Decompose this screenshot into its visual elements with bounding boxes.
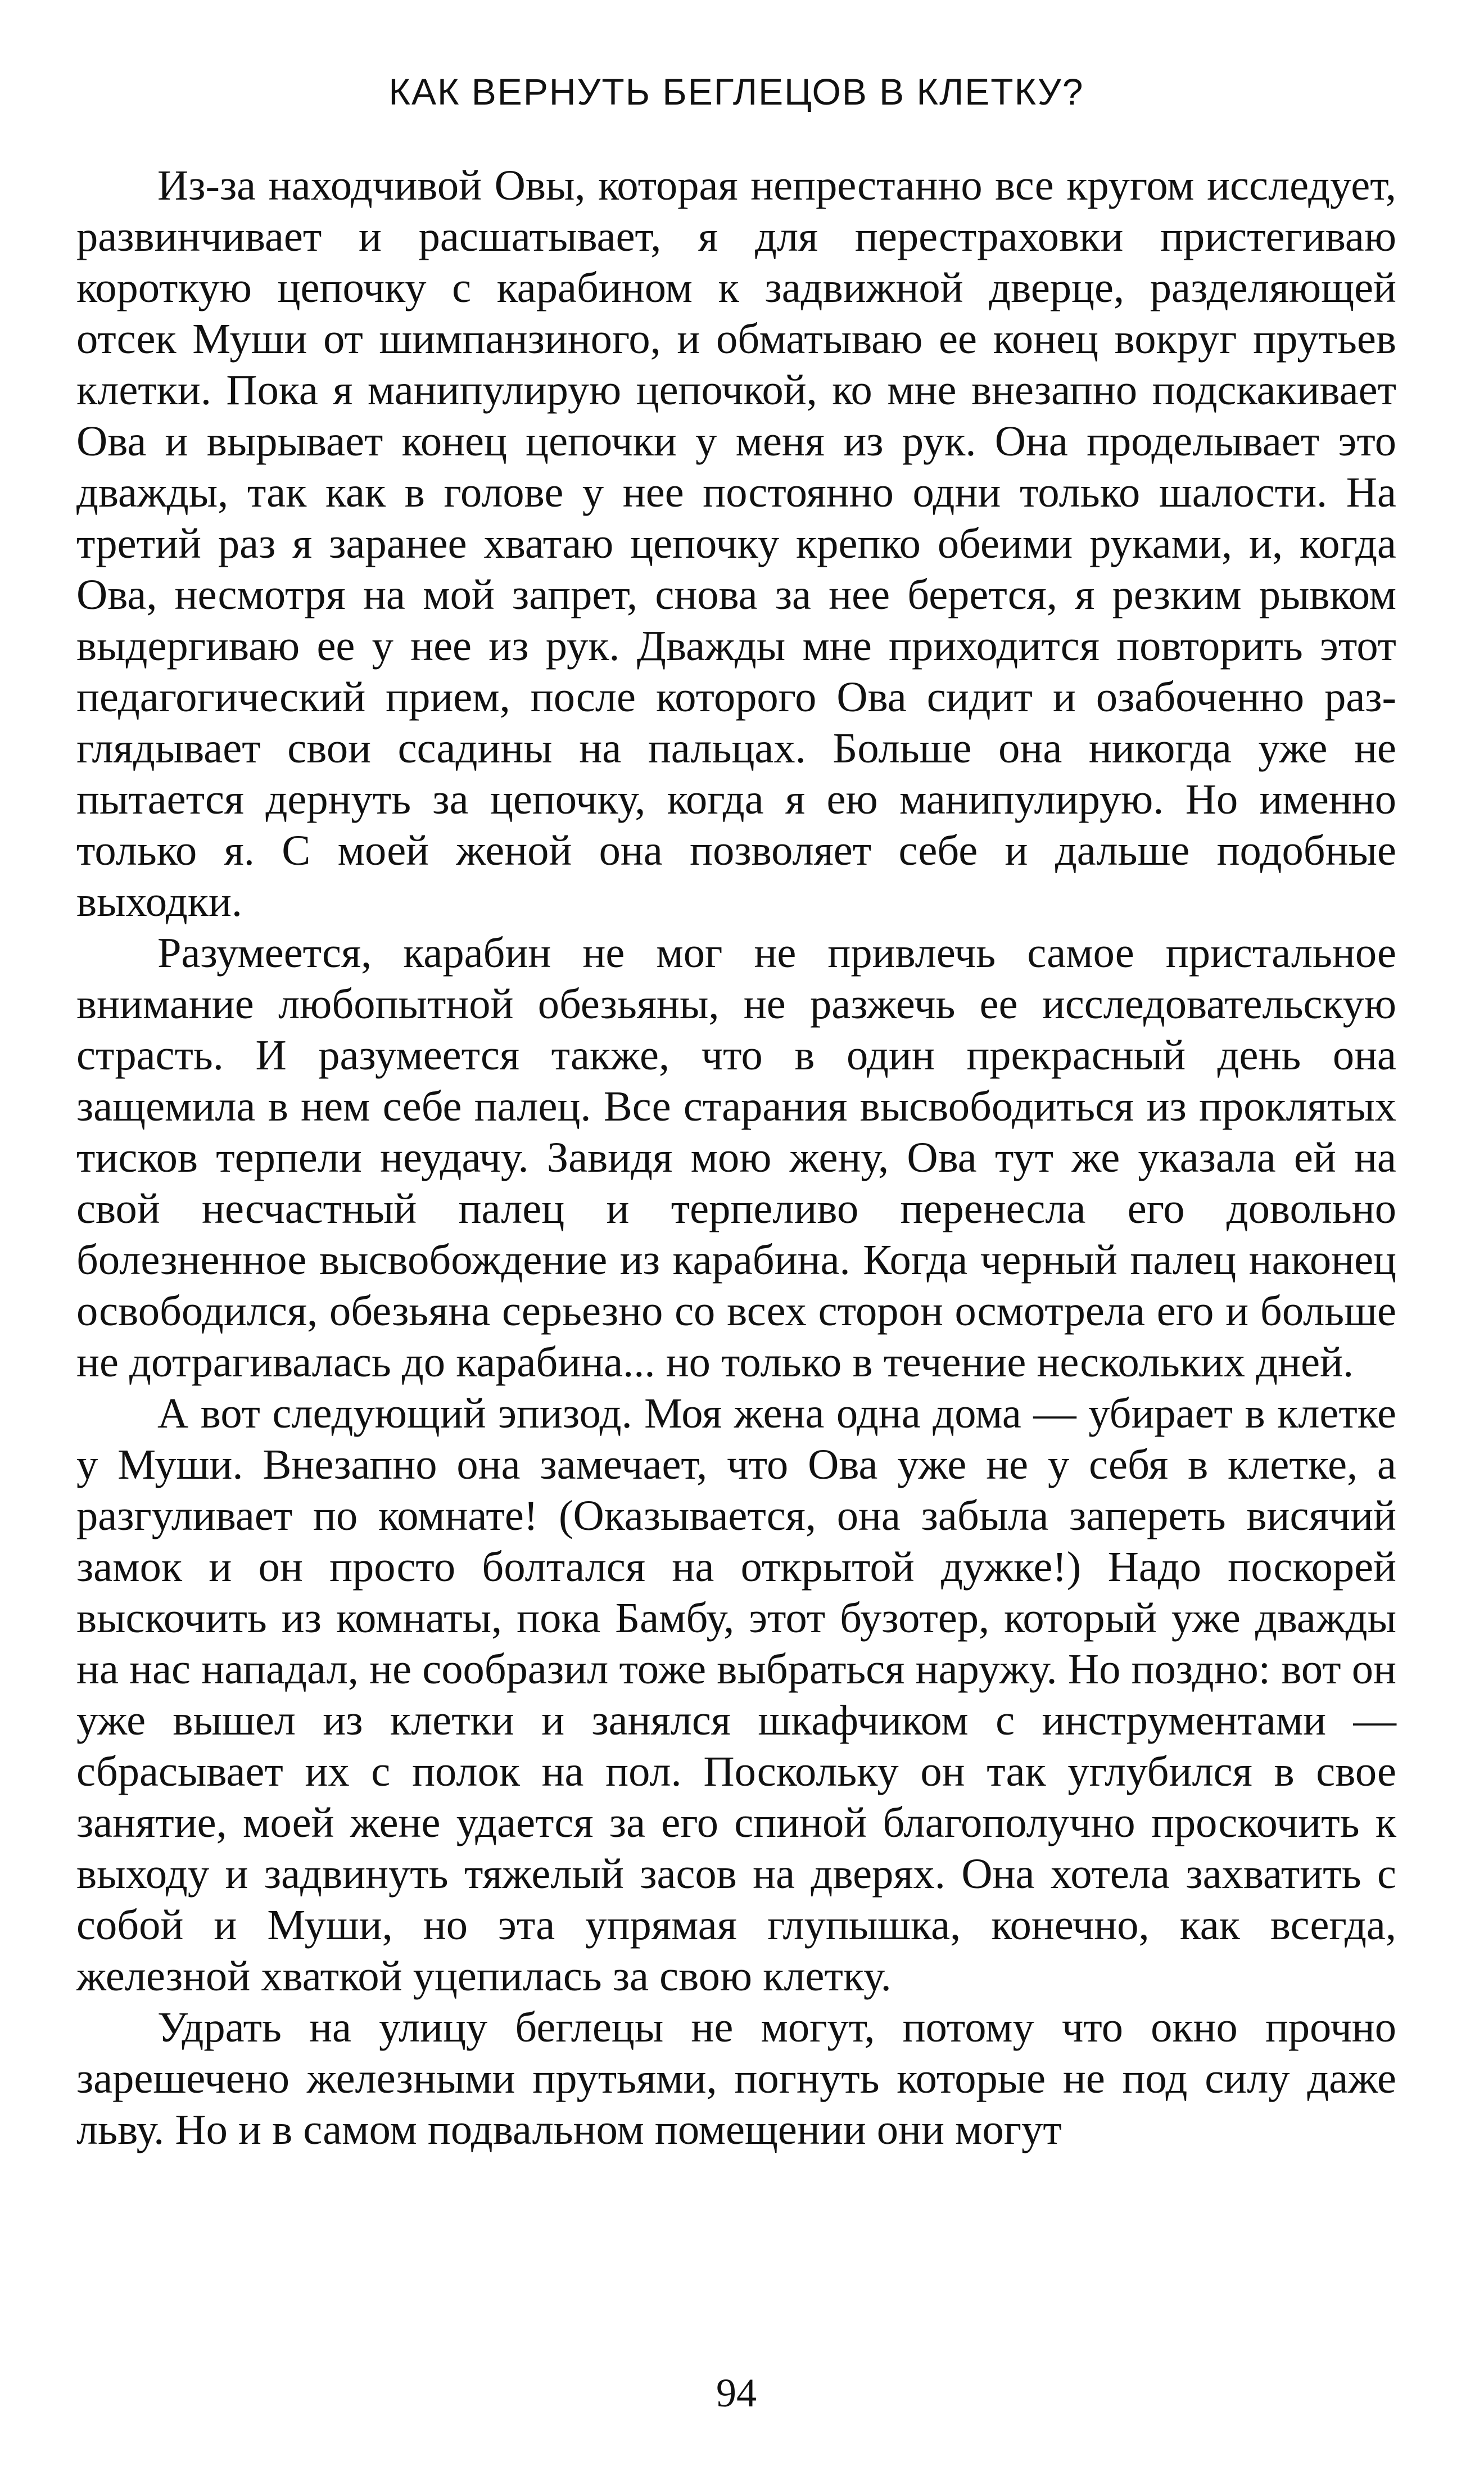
body-text (76, 160, 1396, 2155)
paragraph-3: А вот следующий эпизод. Моя жена одна дома — убирает в клетке у Муши. Внезапно она замечает, что Ова уже не у себя в клетке, а разгуливает по комнате! (Оказывается, она забыла запереть висячий замок и он просто болтался на открытой дужке!) Надо поскорей выскочить из комнаты, пока Бамбу, этот бузотер, который уже дважды на нас нападал, не сообразил тоже выбраться наружу. Но поздно: вот он уже вышел из клетки и занялся шкафчиком с инструментами — сбрасывает их с полок на пол. Поскольку он так углубился в свое занятие, моей жене удается за его спиной благополучно проскочить к выходу и задвинуть тяжелый засов на дверях. Она хотела захватить с собой и Муши, но эта упрямая глупышка, конечно, как всегда, железной хваткой уцепилась за свою клетку. (76, 1389, 1396, 2000)
paragraph-2: Разумеется, карабин не мог не привлечь самое пристальное внимание любопытной обезьяны, не разжечь ее исследовательскую страсть. И разумеется также, что в один прекрасный день она защемила в нем себе палец. Все старания высвободиться из проклятых тисков терпели неудачу. Завидя мою жену, Ова тут же указала ей на свой несчастный палец и терпеливо перенесла его довольно болезненное высвобождение из карабина. Когда черный палец наконец освободился, обезьяна серьезно со всех сторон осмотрела его и больше не дотрагивалась до карабина... но только в течение нескольких дней. (76, 929, 1396, 1386)
paragraph-4: Удрать на улицу беглецы не могут, потому что окно прочно зарешечено железными прутьями, погнуть которые не под силу даже льву. Но и в самом подвальном помещении они могут (76, 2003, 1396, 2153)
book-page (76, 73, 1396, 2435)
page-number: 94 (716, 2370, 757, 2415)
running-head: КАК ВЕРНУТЬ БЕГЛЕЦОВ В КЛЕТКУ? (388, 71, 1084, 112)
paragraph-1: Из-за находчивой Овы, которая непрестанно все кругом исследует, развинчивает и расшатывает, я для перестраховки пристегиваю короткую цепочку с карабином к задвижной дверце, разделяющей отсек Муши от шимпанзиного, и обматываю ее конец вокруг прутьев клетки. Пока я манипулирую цепочкой, ко мне внезапно подскакивает Ова и вырывает конец цепочки у меня из рук. Она проделывает это дважды, так как в голове у нее постоянно одни только шалости. На третий раз я заранее хватаю цепочку крепко обеими руками, и, когда Ова, несмотря на мой запрет, снова за нее берется, я резким рывком выдергиваю ее у нее из рук. Дважды мне приходится повторить этот педагогический прием, после которого Ова сидит и озабоченно разглядывает свои ссадины на пальцах. Больше она никогда уже не пытается дернуть за цепочку, когда я ею манипулирую. Но именно только я. С моей женой она позволяет себе и дальше подобные выходки. (76, 161, 1396, 925)
